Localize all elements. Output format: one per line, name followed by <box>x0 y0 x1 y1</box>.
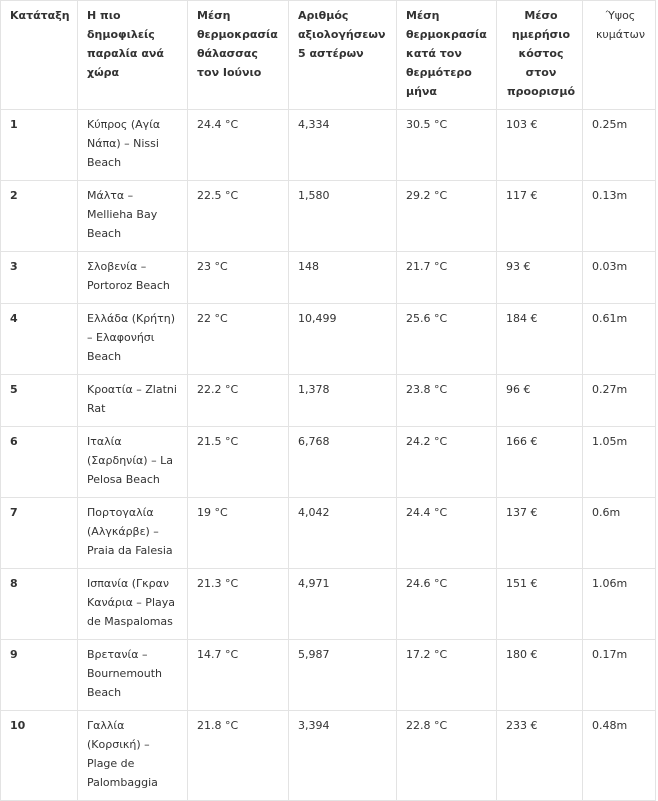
cell-rank: 6 <box>1 427 78 498</box>
cell-reviews: 4,334 <box>289 110 397 181</box>
cell-reviews: 148 <box>289 252 397 304</box>
cell-wave-height: 1.05m <box>583 427 656 498</box>
cell-rank: 8 <box>1 569 78 640</box>
header-beach: Η πιο δημοφιλείς παραλία ανά χώρα <box>78 1 188 110</box>
cell-daily-cost: 117 € <box>497 181 583 252</box>
cell-hot-month-temp: 29.2 °C <box>397 181 497 252</box>
cell-sea-temp: 22.5 °C <box>188 181 289 252</box>
cell-wave-height: 0.17m <box>583 640 656 711</box>
header-rank: Κατάταξη <box>1 1 78 110</box>
cell-sea-temp: 19 °C <box>188 498 289 569</box>
cell-hot-month-temp: 17.2 °C <box>397 640 497 711</box>
cell-daily-cost: 166 € <box>497 427 583 498</box>
cell-daily-cost: 184 € <box>497 304 583 375</box>
table-row <box>1 569 656 640</box>
cell-daily-cost: 180 € <box>497 640 583 711</box>
table-row <box>1 498 656 569</box>
cell-beach: Ισπανία (Γκραν Κανάρια – Playa de Maspalomas <box>78 569 188 640</box>
cell-rank: 7 <box>1 498 78 569</box>
table-row <box>1 711 656 801</box>
cell-sea-temp: 22 °C <box>188 304 289 375</box>
cell-sea-temp: 21.3 °C <box>188 569 289 640</box>
cell-reviews: 4,042 <box>289 498 397 569</box>
cell-reviews: 10,499 <box>289 304 397 375</box>
cell-wave-height: 0.25m <box>583 110 656 181</box>
cell-rank: 5 <box>1 375 78 427</box>
cell-rank: 1 <box>1 110 78 181</box>
cell-sea-temp: 21.8 °C <box>188 711 289 801</box>
cell-wave-height: 0.03m <box>583 252 656 304</box>
cell-hot-month-temp: 21.7 °C <box>397 252 497 304</box>
cell-beach: Πορτογαλία (Αλγκάρβε) – Praia da Falesia <box>78 498 188 569</box>
cell-wave-height: 0.6m <box>583 498 656 569</box>
cell-beach: Βρετανία – Bournemouth Beach <box>78 640 188 711</box>
cell-rank: 3 <box>1 252 78 304</box>
cell-beach: Κύπρος (Αγία Νάπα) – Nissi Beach <box>78 110 188 181</box>
cell-reviews: 4,971 <box>289 569 397 640</box>
cell-rank: 4 <box>1 304 78 375</box>
cell-hot-month-temp: 30.5 °C <box>397 110 497 181</box>
header-daily-cost: Μέσο ημερήσιο κόστος στον προορισμό <box>497 1 583 110</box>
cell-reviews: 6,768 <box>289 427 397 498</box>
header-wave-height: Ύψος κυμάτων <box>583 1 656 110</box>
cell-reviews: 5,987 <box>289 640 397 711</box>
cell-beach: Σλοβενία – Portoroz Beach <box>78 252 188 304</box>
cell-sea-temp: 14.7 °C <box>188 640 289 711</box>
table-row <box>1 427 656 498</box>
cell-beach: Ιταλία (Σαρδηνία) – La Pelosa Beach <box>78 427 188 498</box>
cell-wave-height: 1.06m <box>583 569 656 640</box>
table-row <box>1 110 656 181</box>
cell-daily-cost: 233 € <box>497 711 583 801</box>
cell-rank: 2 <box>1 181 78 252</box>
table-row <box>1 252 656 304</box>
cell-hot-month-temp: 24.6 °C <box>397 569 497 640</box>
cell-sea-temp: 23 °C <box>188 252 289 304</box>
cell-hot-month-temp: 22.8 °C <box>397 711 497 801</box>
header-row <box>1 1 656 110</box>
cell-daily-cost: 96 € <box>497 375 583 427</box>
cell-sea-temp: 22.2 °C <box>188 375 289 427</box>
cell-daily-cost: 103 € <box>497 110 583 181</box>
cell-wave-height: 0.27m <box>583 375 656 427</box>
table-row <box>1 181 656 252</box>
cell-rank: 9 <box>1 640 78 711</box>
cell-daily-cost: 93 € <box>497 252 583 304</box>
header-sea-temp: Μέση θερμοκρασία θάλασσας τον Ιούνιο <box>188 1 289 110</box>
cell-daily-cost: 151 € <box>497 569 583 640</box>
cell-wave-height: 0.48m <box>583 711 656 801</box>
table-row <box>1 304 656 375</box>
table-row <box>1 640 656 711</box>
cell-reviews: 3,394 <box>289 711 397 801</box>
table-row <box>1 375 656 427</box>
cell-hot-month-temp: 24.4 °C <box>397 498 497 569</box>
cell-beach: Μάλτα – Mellieha Bay Beach <box>78 181 188 252</box>
cell-sea-temp: 21.5 °C <box>188 427 289 498</box>
cell-wave-height: 0.61m <box>583 304 656 375</box>
cell-reviews: 1,378 <box>289 375 397 427</box>
cell-beach: Ελλάδα (Κρήτη) – Ελαφονήσι Beach <box>78 304 188 375</box>
cell-hot-month-temp: 25.6 °C <box>397 304 497 375</box>
header-reviews: Αριθμός αξιολογήσεων 5 αστέρων <box>289 1 397 110</box>
cell-beach: Κροατία – Zlatni Rat <box>78 375 188 427</box>
cell-wave-height: 0.13m <box>583 181 656 252</box>
cell-reviews: 1,580 <box>289 181 397 252</box>
header-hot-month-temp: Μέση θερμοκρασία κατά τον θερμότερο μήνα <box>397 1 497 110</box>
cell-sea-temp: 24.4 °C <box>188 110 289 181</box>
cell-hot-month-temp: 23.8 °C <box>397 375 497 427</box>
cell-daily-cost: 137 € <box>497 498 583 569</box>
cell-hot-month-temp: 24.2 °C <box>397 427 497 498</box>
cell-beach: Γαλλία (Κορσική) – Plage de Palombaggia <box>78 711 188 801</box>
cell-rank: 10 <box>1 711 78 801</box>
